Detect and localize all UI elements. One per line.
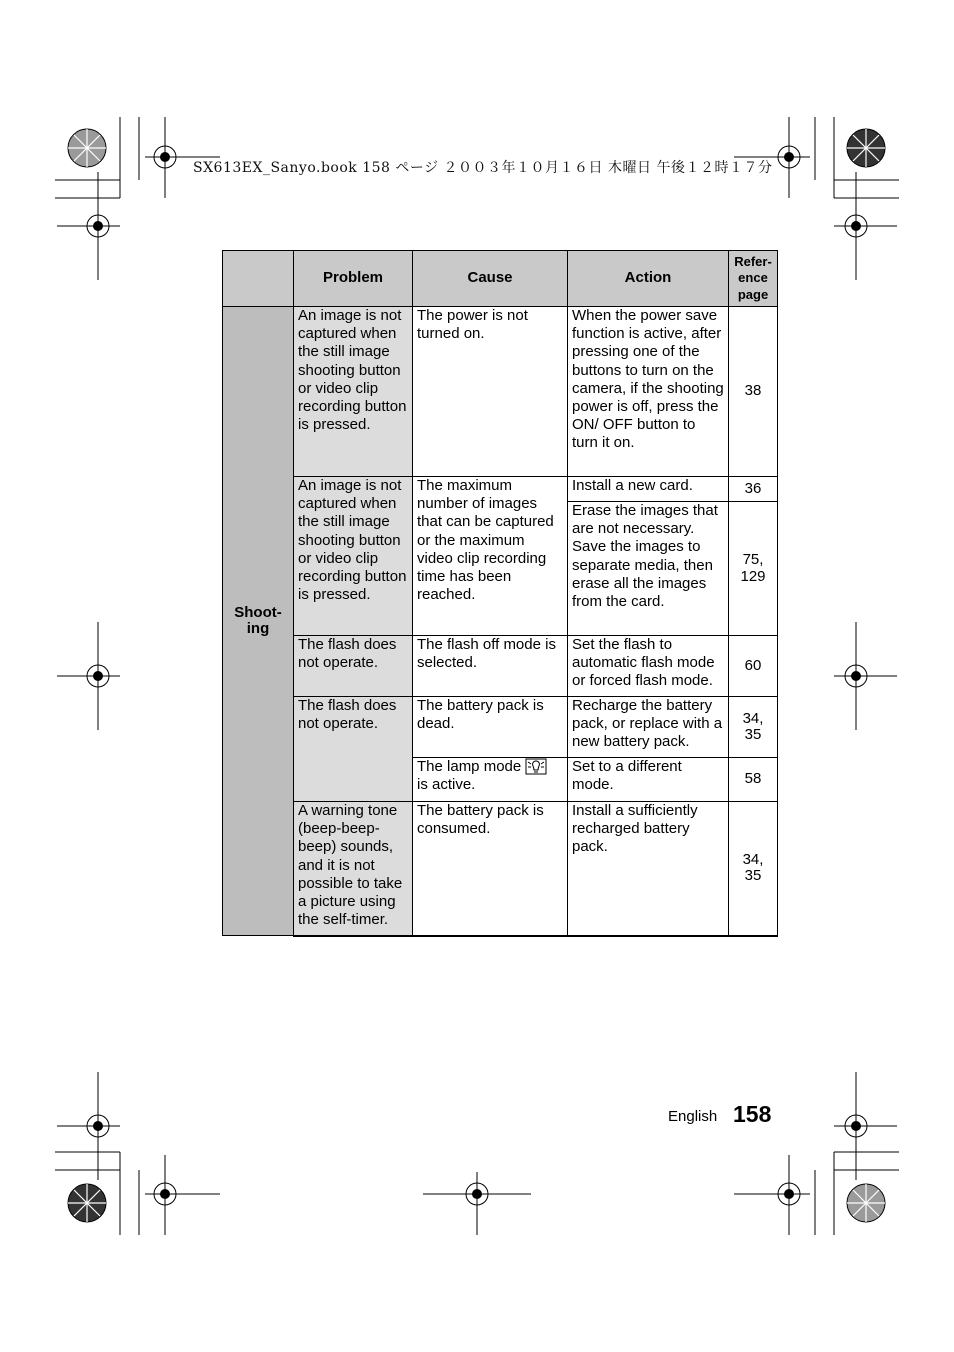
action-cell: When the power save function is active, after pressing one of the buttons to turn on the camera, if the shooting power is off, press the ON/ OFF button to turn it on. (568, 307, 729, 477)
action-cell: Install a new card. (568, 477, 729, 502)
lamp-mode-icon (525, 758, 547, 775)
reference-page-header: Refer- ence page (729, 251, 778, 307)
action-header: Action (568, 251, 729, 307)
action-cell: Install a sufficiently recharged battery pack. (568, 802, 729, 936)
shooting-section-label: Shoot- ing (223, 307, 294, 936)
problem-cell: A warning tone (beep-beep-beep) sounds, and it is not possible to take a picture using the self-timer. (294, 802, 413, 936)
reference-page-cell: 60 (729, 636, 778, 697)
reference-page-cell: 75, 129 (729, 502, 778, 636)
cause-cell: The battery pack is consumed. (413, 802, 568, 936)
book-file-header: SX613EX_Sanyo.book 158 ページ ２００３年１０月１６日 木曜日 午後１２時１７分 (193, 160, 773, 176)
problem-header: Problem (294, 251, 413, 307)
cause-cell: The lamp mode is active. (413, 758, 568, 802)
table-row (223, 697, 778, 758)
reference-page-cell: 36 (729, 477, 778, 502)
cause-cell: The power is not turned on. (413, 307, 568, 477)
action-cell: Recharge the battery pack, or replace with a new battery pack. (568, 697, 729, 758)
cause-header: Cause (413, 251, 568, 307)
table-row (223, 636, 778, 697)
footer-language: English (668, 1108, 718, 1125)
table-header-row (223, 251, 778, 307)
page-number: 158 (733, 1101, 772, 1127)
table-row (223, 802, 778, 936)
table-row (223, 307, 778, 477)
cause-cell: The maximum number of images that can be captured or the maximum video clip recording time has been reached. (413, 477, 568, 636)
reference-page-cell: 58 (729, 758, 778, 802)
problem-cell: The flash does not operate. (294, 636, 413, 697)
problem-cell: An image is not captured when the still image shooting button or video clip recording button is pressed. (294, 307, 413, 477)
cause-cell: The battery pack is dead. (413, 697, 568, 758)
troubleshooting-table (222, 250, 778, 937)
reference-page-cell: 34, 35 (729, 697, 778, 758)
problem-cell: An image is not captured when the still image shooting button or video clip recording button is pressed. (294, 477, 413, 636)
action-cell: Set to a different mode. (568, 758, 729, 802)
reference-page-cell: 34, 35 (729, 802, 778, 936)
action-cell: Set the flash to automatic flash mode or forced flash mode. (568, 636, 729, 697)
reference-page-cell: 38 (729, 307, 778, 477)
table-row (223, 477, 778, 502)
section-header-cell (223, 251, 294, 307)
action-line: Erase the images that are not necessary. (572, 502, 718, 538)
action-line: Save the images to separate media, then erase all the images from the card. (572, 538, 713, 611)
action-cell (568, 502, 729, 636)
problem-cell: The flash does not operate. (294, 697, 413, 802)
cause-cell: The flash off mode is selected. (413, 636, 568, 697)
